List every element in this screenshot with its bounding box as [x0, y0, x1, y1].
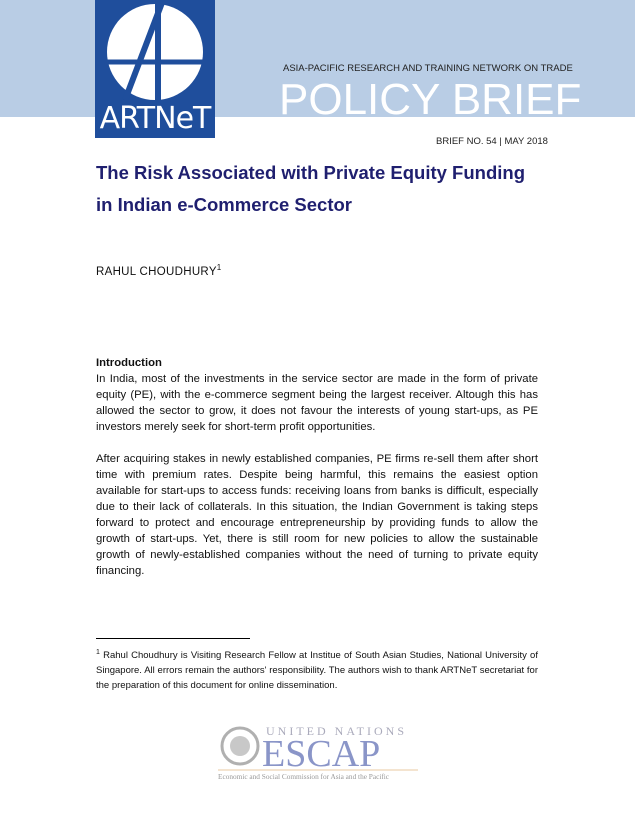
- artnet-emblem-icon: [95, 0, 215, 100]
- title-line: The Risk Associated with Private Equity Funding: [96, 162, 525, 183]
- author-name: RAHUL CHOUDHURY: [96, 265, 217, 278]
- escap-logo: [218, 722, 418, 782]
- footnote-ref: 1: [216, 263, 222, 272]
- section-heading: Introduction: [96, 357, 162, 369]
- footnote-text: Rahul Choudhury is Visiting Research Fellow at Institue of South Asian Studies, National University of Singapore. All errors remain the authors' responsibility. The authors wish to thank ARTNeT secretariat for the preparation of this document for online dissemination.: [96, 650, 538, 692]
- footnote-divider: [96, 638, 250, 639]
- brief-number: BRIEF NO. 54 | MAY 2018: [436, 136, 548, 147]
- document-title: [96, 157, 525, 221]
- logo-text: ARTNeT: [99, 101, 211, 136]
- artnet-logo: [95, 0, 215, 138]
- svg-text:Economic and Social Commission: Economic and Social Commission for Asia and the Pacific: [218, 772, 390, 781]
- author: [96, 263, 222, 278]
- footnote: [96, 645, 538, 693]
- footnote-mark: 1: [96, 649, 100, 656]
- network-name: ASIA-PACIFIC RESEARCH AND TRAINING NETWORK ON TRADE: [283, 63, 573, 74]
- paragraph: In India, most of the investments in the service sector are made in the form of private equity (PE), with the e-commerce segment being the largest receiver. Altough this has allowed the sector to grow, it does not favour the interests of young start-ups, as PE investors merely seek for short-term profit opportunities.: [96, 373, 538, 433]
- body-text: [96, 355, 538, 595]
- series-title: POLICY BRIEF: [279, 75, 582, 124]
- title-line: in Indian e-Commerce Sector: [96, 194, 352, 215]
- svg-text:ESCAP: ESCAP: [262, 733, 381, 775]
- svg-text:UNITED NATIONS: UNITED NATIONS: [266, 724, 407, 738]
- paragraph: After acquiring stakes in newly established companies, PE firms re-sell them after short time with premium rates. Despite being harmful, this remains the easiest option available for start-ups to access funds: receiving loans from banks is difficult, especially due to their lack of collaterals. In this situation, the Indian Government is taking steps forward to protect and encourage entrepreneurship by providing funds to allow the growth of start-ups. Yet, there is still room for new policies to allow the sustainable growth of newly-established companies without the need of turning to private equity financing.: [96, 453, 538, 577]
